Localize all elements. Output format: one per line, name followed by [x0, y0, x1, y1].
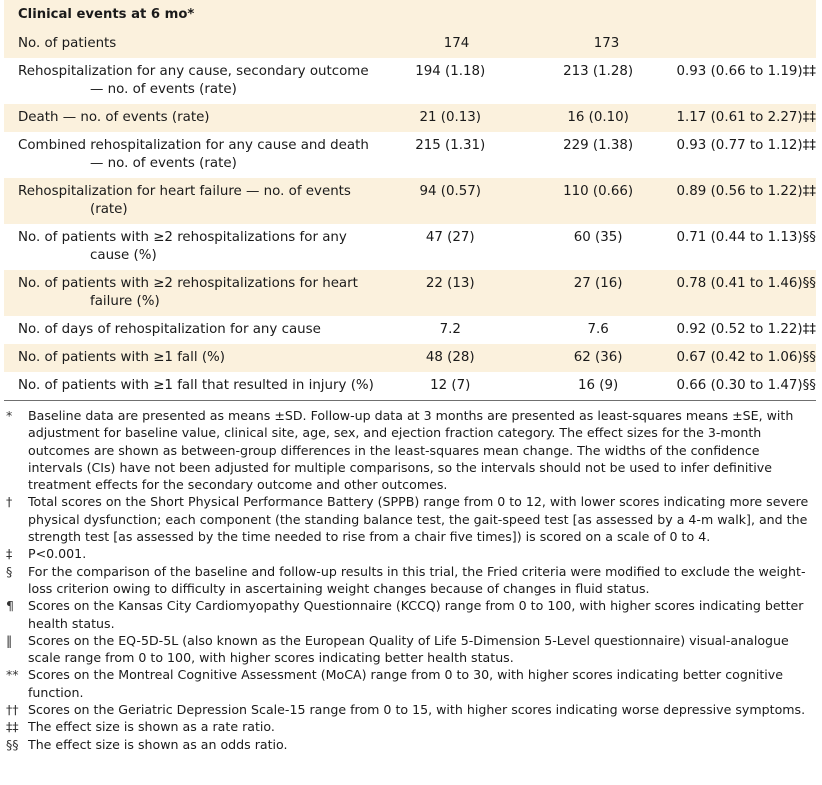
row-label-line1: No. of patients [18, 36, 117, 51]
cell-effect: 0.93 (0.77 to 1.12)‡‡ [676, 138, 816, 153]
cell-group2: 62 (36) [573, 350, 623, 365]
row-label-line1: No. of patients with ≥1 fall (%) [18, 350, 225, 365]
table-row [4, 372, 816, 400]
table-row [4, 270, 816, 316]
cell-group2: 16 (0.10) [567, 110, 629, 125]
row-label-line2: cause (%) [90, 248, 157, 263]
cell-group1: 47 (27) [425, 230, 475, 245]
row-label-line1: No. of days of rehospitalization for any cause [18, 322, 321, 337]
table-row [4, 178, 816, 224]
row-label [4, 137, 379, 173]
footnote [4, 701, 820, 718]
footnote-text: The effect size is shown as a rate ratio. [28, 719, 275, 735]
cell-effect: 0.78 (0.41 to 1.46)§§ [676, 276, 816, 291]
row-label [4, 349, 379, 367]
cell-group1: 7.2 [439, 322, 461, 337]
table-row [4, 30, 816, 58]
cell-group1: 21 (0.13) [419, 110, 482, 125]
row-label [4, 229, 379, 265]
table-row [4, 344, 816, 372]
footnote [4, 493, 820, 545]
footnote-text: The effect size is shown as an odds ratio. [28, 736, 288, 752]
footnote [4, 563, 820, 598]
footnote [4, 718, 820, 735]
row-label-line1: No. of patients with ≥1 fall that resulted in injury (%) [18, 378, 374, 393]
footnote-text: Scores on the Montreal Cognitive Assessment (MoCA) range from 0 to 30, with higher scores indicating better cognitive function. [28, 667, 783, 700]
row-label [4, 183, 379, 219]
row-label-line2: (rate) [90, 202, 128, 217]
row-label-line1: Rehospitalization for heart failure — no. of events [18, 184, 351, 199]
table-row [4, 104, 816, 132]
footnote-text: Scores on the Kansas City Cardiomyopathy Questionnaire (KCCQ) range from 0 to 100, with higher scores indicating better health status. [28, 598, 804, 631]
footnotes [4, 407, 820, 753]
footnote-text: Scores on the Geriatric Depression Scale-15 range from 0 to 15, with higher scores indicating worse depressive symptoms. [28, 702, 806, 718]
cell-group2: 110 (0.66) [563, 184, 634, 199]
footnote [4, 736, 820, 753]
footnote [4, 666, 820, 701]
cell-effect: 0.93 (0.66 to 1.19)‡‡ [676, 64, 816, 79]
footnote-text: For the comparison of the baseline and follow-up results in this trial, the Fried criteria were modified to exclude the weight-loss criterion owing to difficulty in ascertaining weight changes because of changes in fluid status. [28, 563, 806, 596]
footnote-text: P<0.001. [28, 546, 87, 562]
row-label-line2: failure (%) [90, 294, 160, 309]
section-title: Clinical events at 6 mo* [18, 7, 195, 22]
footnote-text: Baseline data are presented as means ±SD. Follow-up data at 3 months are presented as least-squares means ±SE, with adjustment for baseline value, clinical site, age, sex, and ejection fraction category. The effect sizes for the 3-month outcomes are shown as between-group differences in the least-squares mean change. The widths of the confidence intervals (CIs) have not been adjusted for multiple comparisons, so the intervals should not be used to infer definitive treatment effects for the secondary outcome and other outcomes. [28, 408, 794, 493]
table-row [4, 58, 816, 104]
cell-effect: 0.89 (0.56 to 1.22)‡‡ [676, 184, 816, 199]
cell-group2: 27 (16) [573, 276, 623, 291]
cell-group1: 215 (1.31) [415, 138, 486, 153]
row-label-line2: — no. of events (rate) [90, 82, 237, 97]
cell-group1: 22 (13) [425, 276, 475, 291]
section-header-row [4, 0, 816, 30]
cell-effect: 0.67 (0.42 to 1.06)§§ [676, 350, 816, 365]
row-label-line1: Combined rehospitalization for any cause and death [18, 138, 369, 153]
table-row [4, 224, 816, 270]
row-label-line1: Rehospitalization for any cause, secondary outcome [18, 64, 369, 79]
footnote-symbol: §§ [6, 736, 19, 752]
table-row [4, 316, 816, 344]
footnote [4, 632, 820, 667]
cell-group2: 213 (1.28) [563, 64, 634, 79]
footnote-symbol: ‡‡ [6, 719, 19, 735]
cell-effect: 0.92 (0.52 to 1.22)‡‡ [676, 322, 816, 337]
row-label [4, 377, 379, 395]
footnote [4, 597, 820, 632]
cell-group2: 60 (35) [573, 230, 623, 245]
footnote-symbol: ** [6, 667, 19, 683]
row-label [4, 109, 379, 127]
row-label-line1: No. of patients with ≥2 rehospitalizations for heart [18, 276, 358, 291]
row-label [4, 35, 384, 53]
footnote-symbol: ‡ [6, 546, 13, 562]
clinical-events-table [4, 0, 816, 401]
footnote-symbol: * [6, 408, 13, 423]
footnote-text: Total scores on the Short Physical Performance Battery (SPPB) range from 0 to 12, with lower scores indicating more severe physical dysfunction; each component (the standing balance test, the gait-speed test [as assessed by a 4-m walk], and the strength test [as assessed by the time needed to rise from a chair five times]) is scored on a scale of 0 to 4. [28, 494, 809, 545]
cell-group2: 229 (1.38) [563, 138, 634, 153]
footnote-symbol: †† [6, 702, 19, 718]
row-label-line2: — no. of events (rate) [90, 156, 237, 171]
footnote-text: Scores on the EQ-5D-5L (also known as the European Quality of Life 5-Dimension 5-Level questionnaire) visual-analogue scale range from 0 to 100, with higher scores indicating better health status. [28, 632, 789, 666]
cell-group1: 194 (1.18) [415, 64, 486, 79]
row-label-line1: No. of patients with ≥2 rehospitalizations for any [18, 230, 347, 245]
footnote [4, 545, 820, 562]
row-label [4, 321, 379, 339]
cell-group2: 173 [593, 36, 620, 51]
row-label [4, 275, 379, 311]
footnote-symbol: ‖ [6, 632, 13, 648]
cell-group1: 12 (7) [430, 378, 471, 393]
cell-effect: 0.71 (0.44 to 1.13)§§ [676, 230, 816, 245]
footnote-symbol: § [6, 563, 13, 579]
footnote-symbol: ¶ [6, 598, 15, 614]
cell-effect: 0.66 (0.30 to 1.47)§§ [676, 378, 816, 393]
cell-group1: 174 [443, 36, 470, 51]
cell-effect: 1.17 (0.61 to 2.27)‡‡ [676, 110, 816, 125]
footnote [4, 407, 820, 493]
footnote-symbol: † [6, 494, 13, 510]
row-label [4, 63, 379, 99]
clinical-events-table-page [4, 0, 820, 753]
table-row [4, 132, 816, 178]
cell-group2: 16 (9) [577, 378, 619, 393]
cell-group1: 48 (28) [425, 350, 475, 365]
cell-group1: 94 (0.57) [419, 184, 482, 199]
cell-group2: 7.6 [587, 322, 609, 337]
row-label-line1: Death — no. of events (rate) [18, 110, 210, 125]
